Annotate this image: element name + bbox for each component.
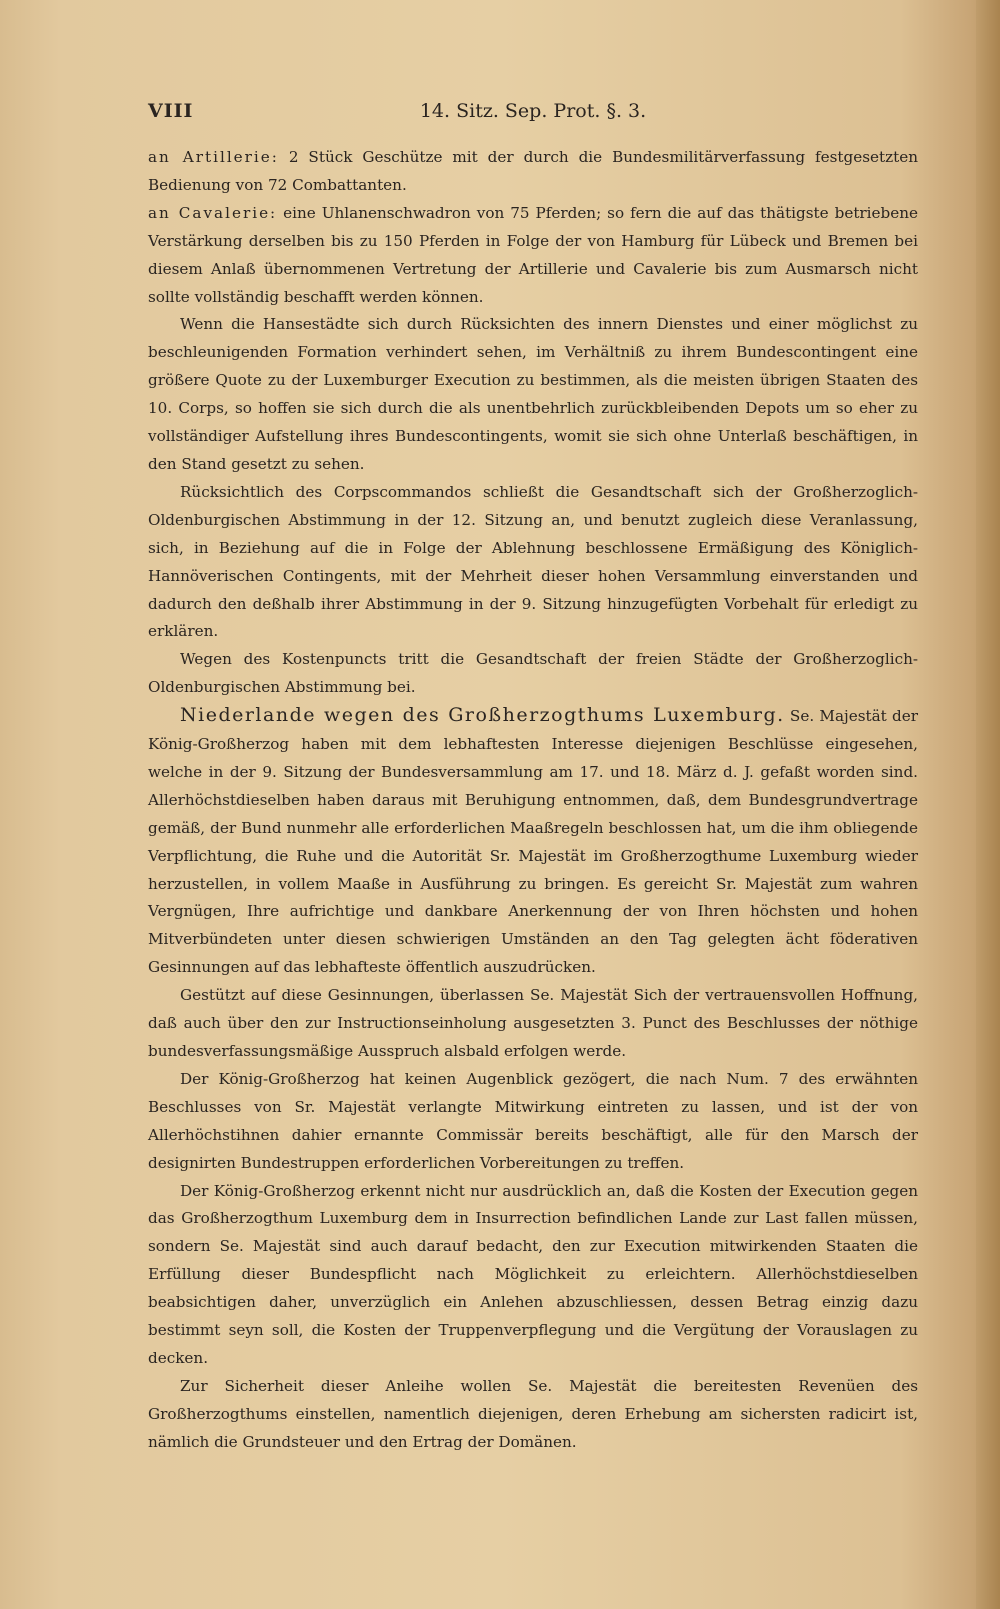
paragraph-cavalerie	[148, 200, 918, 312]
page-header	[148, 100, 918, 130]
body-text	[148, 144, 918, 1457]
paragraph-gesinnungen: Gestützt auf diese Gesinnungen, überlassen Se. Majestät Sich der vertrauensvollen Hoffnung, daß auch über den zur Instructionseinholung ausgesetzten 3. Punct des Beschlusses der nöthige bundesverfassungsmäßige Ausspruch alsbald erfolgen werde.	[148, 986, 918, 1060]
paragraph-kosten: Der König-Großherzog erkennt nicht nur ausdrücklich an, daß die Kosten der Execution gegen das Großherzogthum Luxemburg dem in Insurrection befindlichen Lande zur Last fallen müssen, sondern Se. Majestät sind auch darauf bedacht, den zur Execution mitwirkenden Staaten die Erfüllung dieser Bundespflicht nach Möglichkeit zu erleichtern. Allerhöchstdieselben beabsichtigen daher, unverzüglich ein Anlehen abzuschliessen, dessen Betrag einzig dazu bestimmt seyn soll, die Kosten der Truppenverpflegung und die Vergütung der Vorauslagen zu decken.	[148, 1181, 918, 1367]
paragraph-anleihe: Zur Sicherheit dieser Anleihe wollen Se. Majestät die bereitesten Revenüen des Großherzogthums einstellen, namentlich diejenigen, deren Erhebung am sichersten radicirt ist, nämlich die Grundsteuer und den Ertrag der Domänen.	[148, 1376, 918, 1451]
paragraph-text: 2 Stück Geschütze mit der durch die Bundesmilitärverfassung festgesetzten Bedienung von 72 Combattanten.	[148, 148, 918, 194]
paragraph-niederlande	[148, 702, 918, 982]
paragraph-kostenpunct: Wegen des Kostenpuncts tritt die Gesandtschaft der freien Städte der Großherzoglich-Oldenburgischen Abstimmung bei.	[148, 650, 918, 697]
paragraph-corpscommando: Rücksichtlich des Corpscommandos schließt die Gesandtschaft sich der Großherzoglich-Oldenburgischen Abstimmung in der 12. Sitzung an, und benutzt zugleich diese Veranlassung, sich, in Beziehung auf die in Folge der Ablehnung beschlossene Ermäßigung des Königlich-Hannöverischen Contingents, mit der Mehrheit dieser hohen Versammlung einverstanden und dadurch den deßhalb ihrer Abstimmung in der 9. Sitzung hinzugefügten Vorbehalt für erledigt zu erklären.	[148, 482, 918, 641]
paragraph-mitwirkung: Der König-Großherzog hat keinen Augenblick gezögert, die nach Num. 7 des erwähnten Beschlusses von Sr. Majestät verlangte Mitwirkung eintreten zu lassen, und ist der von Allerhöchstihnen dahier ernannte Commissär bereits beschäftigt, alle für den Marsch der designirten Bundestruppen erforderlichen Vorbereitungen zu treffen.	[148, 1069, 918, 1172]
paragraph-lead: an Cavalerie:	[148, 203, 278, 222]
paragraph-hansestaedte: Wenn die Hansestädte sich durch Rücksichten des innern Dienstes und einer möglichst zu beschleunigenden Formation verhindert sehen, im Verhältniß zu ihrem Bundescontingent eine größere Quote zu der Luxemburger Execution zu bestimmen, als die meisten übrigen Staaten des 10. Corps, so hoffen sie sich durch die als unentbehrlich zurückbleibenden Depots um so eher zu vollständiger Aufstellung ihres Bundescontingents, womit sie sich ohne Unterlaß beschäftigen, in den Stand gesetzt zu sehen.	[148, 315, 918, 473]
paragraph-text: eine Uhlanenschwadron von 75 Pferden; so fern die auf das thätigste betriebene Verstärkung derselben bis zu 150 Pferden in Folge der von Hamburg für Lübeck und Bremen bei diesem Anlaß übernommenen Vertretung der Artillerie und Cavalerie bis zum Ausmarsch nicht sollte vollständig beschafft werden können.	[148, 203, 919, 306]
paragraph-artillerie	[148, 144, 918, 200]
paragraph-lead: an Artillerie:	[148, 148, 279, 166]
paragraph-text: Se. Majestät der König-Großherzog haben mit dem lebhaftesten Interesse diejenigen Beschlüsse eingesehen, welche in der 9. Sitzung der Bundesversammlung am 17. und 18. März d. J. gefaßt worden sind. Allerhöchstdieselben haben daraus mit Beruhigung entnommen, daß, dem Bundesgrundvertrage gemäß, der Bund nunmehr alle erforderlichen Maaßregeln beschlossen hat, um die ihm obliegende Verpflichtung, die Ruhe und die Autorität Sr. Majestät im Großherzogthume Luxemburg wieder herzustellen, in vollem Maaße in Ausführung zu bringen. Es gereicht Sr. Majestät zum wahren Vergnügen, Ihre aufrichtige und dankbare Anerkennung der von Ihren höchsten und hohen Mitverbündeten unter diesen schwierigen Umständen an den Tag gelegten ächt föderativen Gesinnungen auf das lebhafteste öffentlich auszudrücken.	[148, 707, 918, 977]
page-edge-shadow	[976, 0, 1000, 1609]
running-title: 14. Sitz. Sep. Prot. §. 3.	[419, 100, 647, 122]
page-number: VIII	[148, 100, 194, 122]
speaker-heading: Niederlande wegen des Großherzogthums Luxemburg.	[180, 704, 785, 727]
